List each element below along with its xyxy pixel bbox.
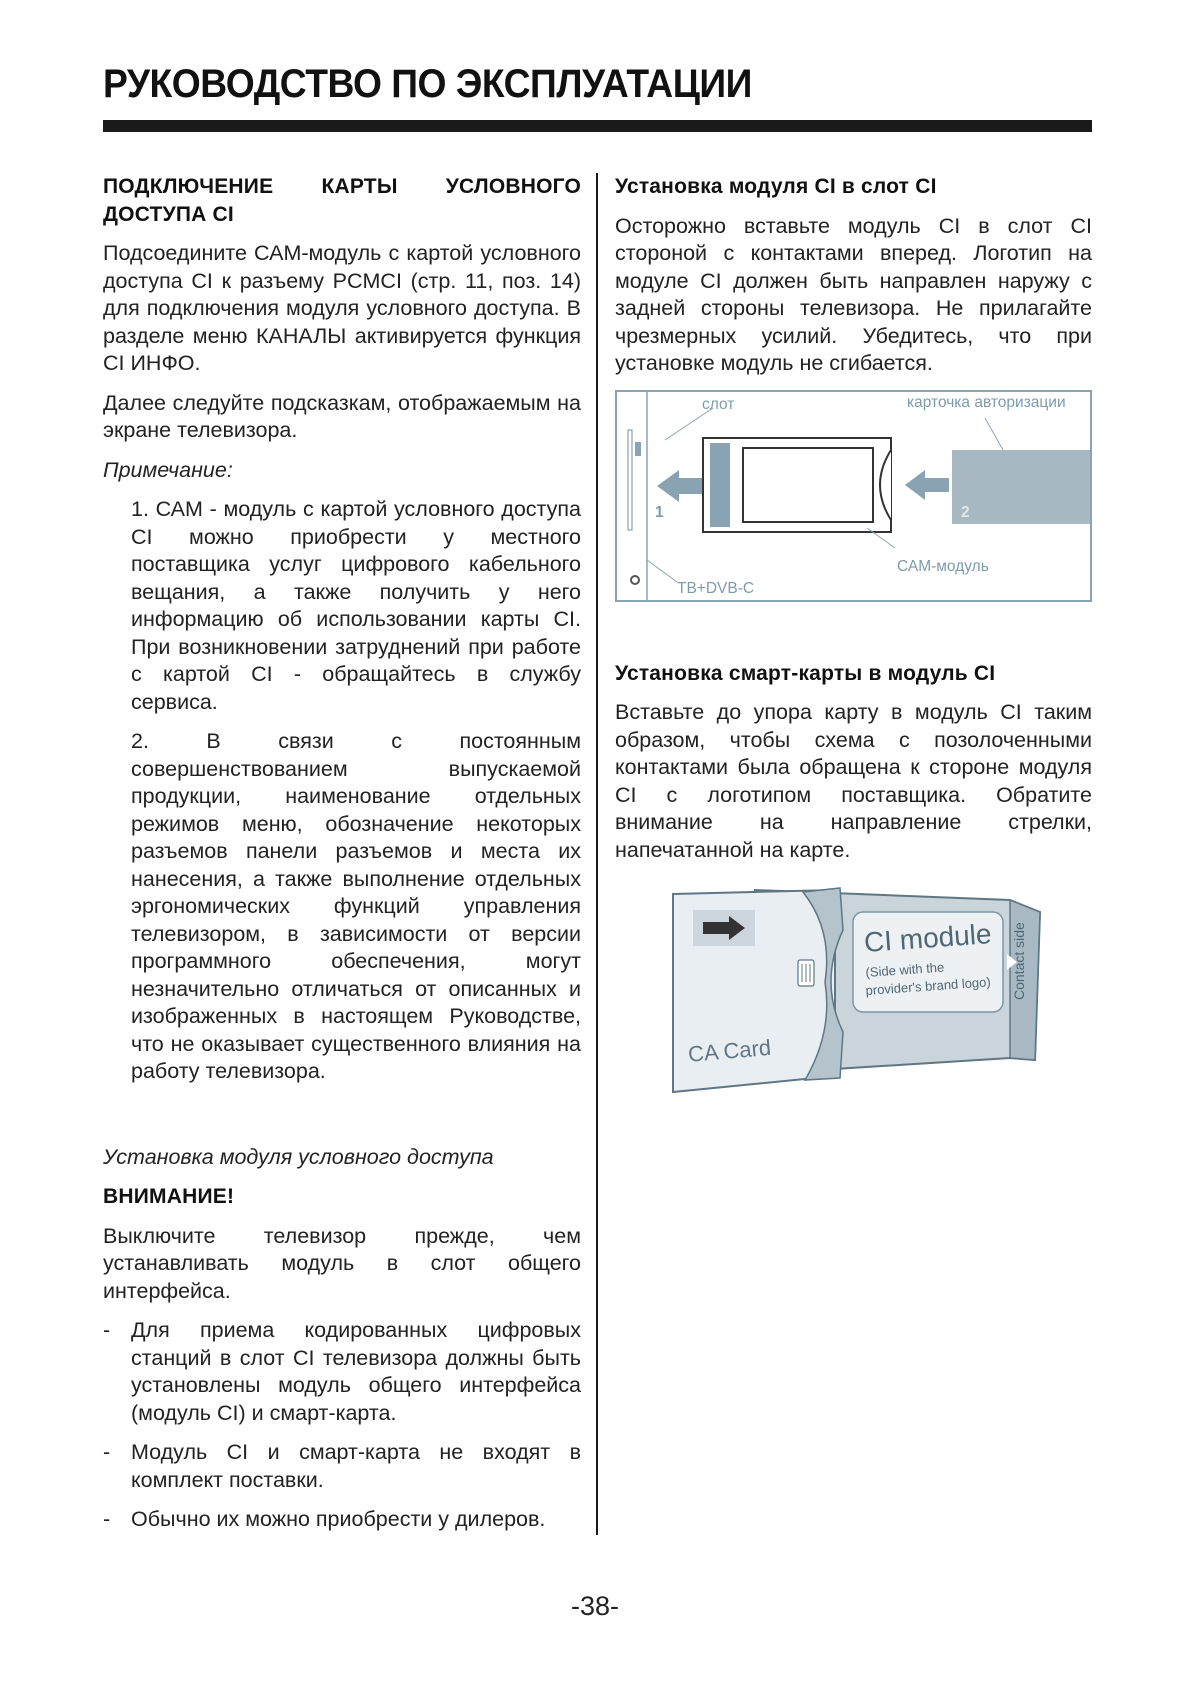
note-item-1: 1. САМ - модуль с картой условного доступа CI можно приобрести у местного поставщика услуг цифрового кабельного вещания, а также получить у него информацию об использовании карты CI. При возникновении затруднений при работе с картой CI - обращайтесь в службу сервиса.	[131, 497, 581, 714]
list-item	[103, 1439, 581, 1494]
right-column	[615, 173, 1092, 1104]
tv-label: ТВ+DVB-C	[677, 579, 755, 597]
smart-card-diagram	[615, 882, 1092, 1104]
paragraph-insert-module: Осторожно вставьте модуль CI в слот CI стороной с контактами вперед. Логотип на модуле CI должен быть направлен наружу с задней стороны телевизора. Не прилагайте чрезмерных усилий. Убедитесь, что при установке модуль не сгибается.	[615, 213, 1092, 375]
page-title: РУКОВОДСТВО ПО ЭКСПЛУАТАЦИИ	[103, 62, 752, 106]
section-heading-smart-card: Установка смарт-карты в модуль CI	[615, 661, 996, 685]
note-item-2: 2. В связи с постоянным совершенствованием выпускаемой продукции, наименование отдельных режимов меню, обозначение некоторых разъемов панели разъемов и места их нанесения, а также выполнение отдельных эргономических функций управления телевизором, в зависимости от версии программного обеспечения, могут незначительно отличаться от описанных и изображенных в настоящем Руководстве, что не оказывает существенного влияния на работу телевизора.	[131, 729, 581, 1083]
list-dash: -	[103, 1440, 111, 1464]
install-subtitle: Установка модуля условного доступа	[103, 1144, 494, 1169]
ci-module-title: CI module	[863, 918, 993, 958]
step-1-label: 1	[655, 503, 664, 521]
module-insertion-illustration	[615, 390, 1092, 602]
contact-side-label: Contact side	[1011, 922, 1027, 1000]
module-insertion-diagram	[615, 390, 1092, 602]
paragraph-insert-card: Вставьте до упора карту в модуль CI таким образом, чтобы схема с позолоченными контактами была обращена к стороне модуля CI с логотипом поставщика. Обратите внимание на направление стрелки, напечатанной на карте.	[615, 700, 1092, 862]
section-heading-module-slot: Установка модуля CI в слот CI	[615, 175, 937, 198]
section-heading-ci-card: ПОДКЛЮЧЕНИЕ КАРТЫ УСЛОВНОГО ДОСТУПА CI	[103, 175, 581, 226]
list-item-text: Для приема кодированных цифровых станций в слот CI телевизора должны быть установлены модуль общего интерфейса (модуль CI) и смарт-карта.	[131, 1318, 581, 1425]
auth-card-label: карточка авторизации	[907, 393, 1066, 411]
warning-heading: ВНИМАНИЕ!	[103, 1185, 235, 1208]
ci-module-subtitle-1: (Side with the	[865, 959, 945, 980]
note-label: Примечание:	[103, 457, 233, 482]
left-column	[103, 173, 581, 1546]
list-item-text: Обычно их можно приобрести у дилеров.	[131, 1507, 546, 1531]
list-item	[103, 1317, 581, 1427]
list-item	[103, 1506, 581, 1534]
title-rule	[103, 120, 1092, 132]
paragraph-connect-cam: Подсоедините САМ-модуль с картой условного доступа CI к разъему PCMCI (стр. 11, поз. 14) для подключения модуля условного доступа. В разделе меню КАНАЛЫ активируется функция CI ИНФО.	[103, 241, 581, 375]
cam-module-label: САМ-модуль	[897, 557, 989, 575]
column-divider	[596, 173, 598, 1535]
paragraph-follow-prompts: Далее следуйте подсказкам, отображаемым на экране телевизора.	[103, 390, 581, 442]
list-item-text: Модуль CI и смарт-карта не входят в комплект поставки.	[131, 1440, 581, 1492]
step-2-label: 2	[961, 503, 970, 521]
list-dash: -	[103, 1318, 111, 1342]
page-number: -38-	[570, 1591, 619, 1621]
ca-card-label: CA Card	[687, 1034, 773, 1067]
paragraph-power-off: Выключите телевизор прежде, чем устанавливать модуль в слот общего интерфейса.	[103, 1223, 581, 1303]
list-dash: -	[103, 1507, 111, 1531]
ci-module-subtitle-2: provider's brand logo)	[865, 974, 992, 998]
slot-label: слот	[702, 395, 735, 413]
